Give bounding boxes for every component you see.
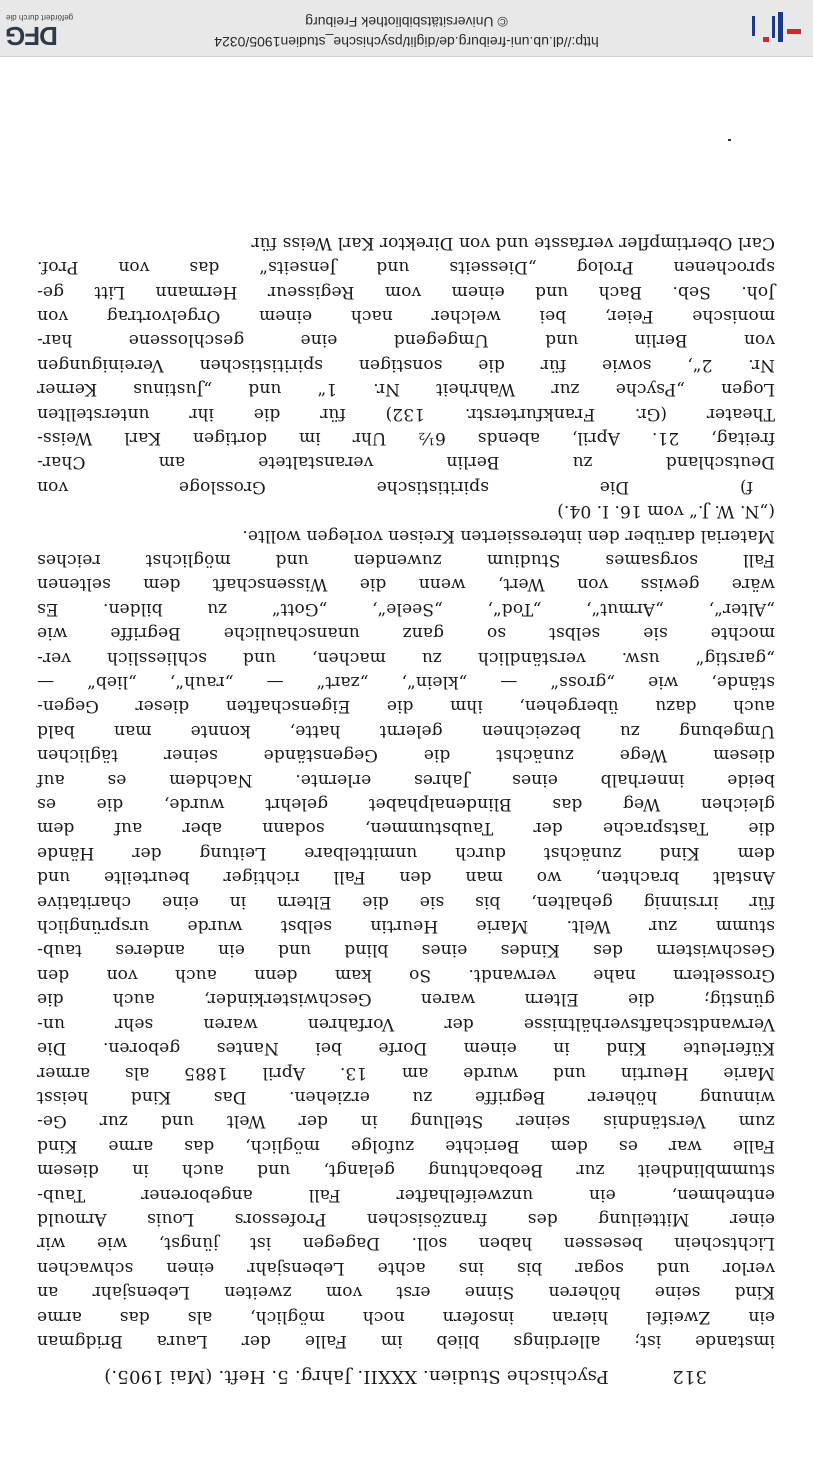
text-line: Kind seine höheren Sinne erst vom zweiten Lebensjahr an [37,1282,775,1303]
dfg-caption: gefördert durch die [6,13,74,22]
text-line: von Berlin und Umgegend eine geschlossene har- [37,330,775,351]
banner-text [0,12,813,52]
text-line: freitag, 21. April, abends 6½ Uhr im dortigen Karl Weiss- [37,427,775,448]
text-line: Lichtschein besessen haben soll. Dagegen ist jüngst, wie wir [37,1233,775,1254]
text-line: Theater (Gr. Frankfurterstr. 132) für die ihr unterstellten [37,403,775,424]
text-line: die Tastsprache der Taubstummen, sodann aber auf dem [37,818,775,839]
text-line: diesem Wege zunächst die Gegenstände seiner täglichen [37,745,775,766]
text-line: gleichen Weg das Blindenalphabet gelehrt wurde, die es [37,794,775,815]
text-line: stände, wie „gross“ — „klein“, „zart“ — „rauh“, „lieb“ — [37,672,775,693]
text-line: sprochenen Prolog „Diesseits und Jenseits“ das von Prof. [37,257,775,278]
text-line: Material darüber den interessierten Kreisen vorlegen wollte. [242,525,775,546]
text-line: „garstig“ usw. verständlich zu machen, und schliesslich ver- [37,647,775,668]
text-line: („N. W. J.“ vom 16. I. 04.) [557,501,775,522]
text-line: Geschwistern des Kindes eines blind und ein anderes taub- [37,940,775,961]
running-title: Psychische Studien. XXXII. Jahrg. 5. Heft. (Mai 1905.) [104,1366,609,1387]
text-line: Carl Obertimpfler verfasste und von Direktor Karl Weiss für [251,232,775,253]
text-line: Nr. 2“, sowie für die sonstigen spiritistischen Vereinigungen [37,354,775,375]
text-line: Falle war es dem Berichte zufolge möglich, das arme Kind [37,1135,775,1156]
body-text [37,230,775,1353]
text-line: Verwandtschaftsverhältnisse der Vorfahren waren sehr un- [37,1013,775,1034]
text-line: winnung höherer Begriffe zu erziehen. Das Kind heisst [37,1086,775,1107]
text-line: auch dazu übergehen, ihm die Eigenschaften dieser Gegen- [37,696,775,717]
text-line: stummblindheit zur Beobachtung gelangt, und auch in diesem [37,1160,775,1181]
text-line: monische Feier, bei welcher nach einem Orgelvortrag von [37,305,775,326]
text-line: Marie Heurtin und wurde am 13. April 1885 als armer [37,1062,775,1083]
text-line: imstande ist; allerdings blieb im Falle der Laura Bridgman [37,1331,775,1351]
text-line: für irrsinnig gehalten, bis sie die Eltern in eine charitative [37,891,775,912]
text-line: Fall sorgsames Studium zuwenden und möglichst reiches [37,550,775,570]
text-line: zum Verständnis seiner Stellung in der Welt und zur Ge- [37,1111,775,1132]
text-line: wäre gewiss von Wert, wenn die Wissenschaft dem seltenen [37,574,775,595]
banner-copyright: © Universitätsbibliothek Freiburg [305,14,508,30]
text-line: Logen „Psyche zur Wahrheit Nr. 1“ und „Justinus Kerner [37,379,775,400]
dfg-logo-text: DFG [6,21,58,51]
text-line: günstig; die Eltern waren Geschwisterkinder, auch die [37,989,775,1010]
text-line: dem Kind zunächst durch unmittelbare Leitung der Hände [37,842,775,863]
dfg-logo-icon [6,6,90,50]
text-line: Anstalt brachten, wo man den Fall richtiger beurteilte und [37,867,775,888]
text-line: ein Zweifel hieran insofern noch möglich, als das arme [37,1306,775,1327]
text-line: „Alter“, „Armut“, „Tod“, „Seele“, „Gott“ zu bilden. Es [37,598,775,619]
text-line: stumm zur Welt. Marie Heurtin selbst wurde ursprünglich [37,916,775,937]
banner-url[interactable]: http://dl.ub.uni-freiburg.de/diglit/psychische_studien1905/0324 [214,34,599,50]
running-head [104,1366,707,1387]
footer-banner [0,0,813,57]
text-line: entnehmen, ein unzweifelhafter Fall angeborener Taub- [37,1184,775,1205]
text-line: mochte sie selbst so ganz unanschauliche Begriffe wie [37,623,775,644]
text-line: Grosseltern nahe verwandt. So kam denn auch von den [37,964,775,985]
text-line: Küferleute Kind in einem Dorfe bei Nantes geboren. Die [37,1038,775,1059]
text-line: Umgebung zu bezeichnen gelernt hatte, konnte man bald [37,720,775,741]
text-line: Joh. Seb. Bach und einem vom Regisseur Hermann Litt ge- [37,281,775,302]
stray-ink-mark [728,139,731,141]
text-line: beide innerhalb eines Jahres erlernte. Nachdem es auf [37,769,775,790]
text-line: Deutschland zu Berlin veranstaltete am Char- [37,452,775,473]
text-line: einer Mitteilung des französischen Professors Louis Arnould [37,1208,775,1229]
page-number: 312 [672,1366,707,1387]
text-line: verlor und sogar bis ins achte Lebensjahr einen schwachen [37,1257,775,1278]
text-line: f) Die spiritistische Grossloge von [37,476,753,497]
